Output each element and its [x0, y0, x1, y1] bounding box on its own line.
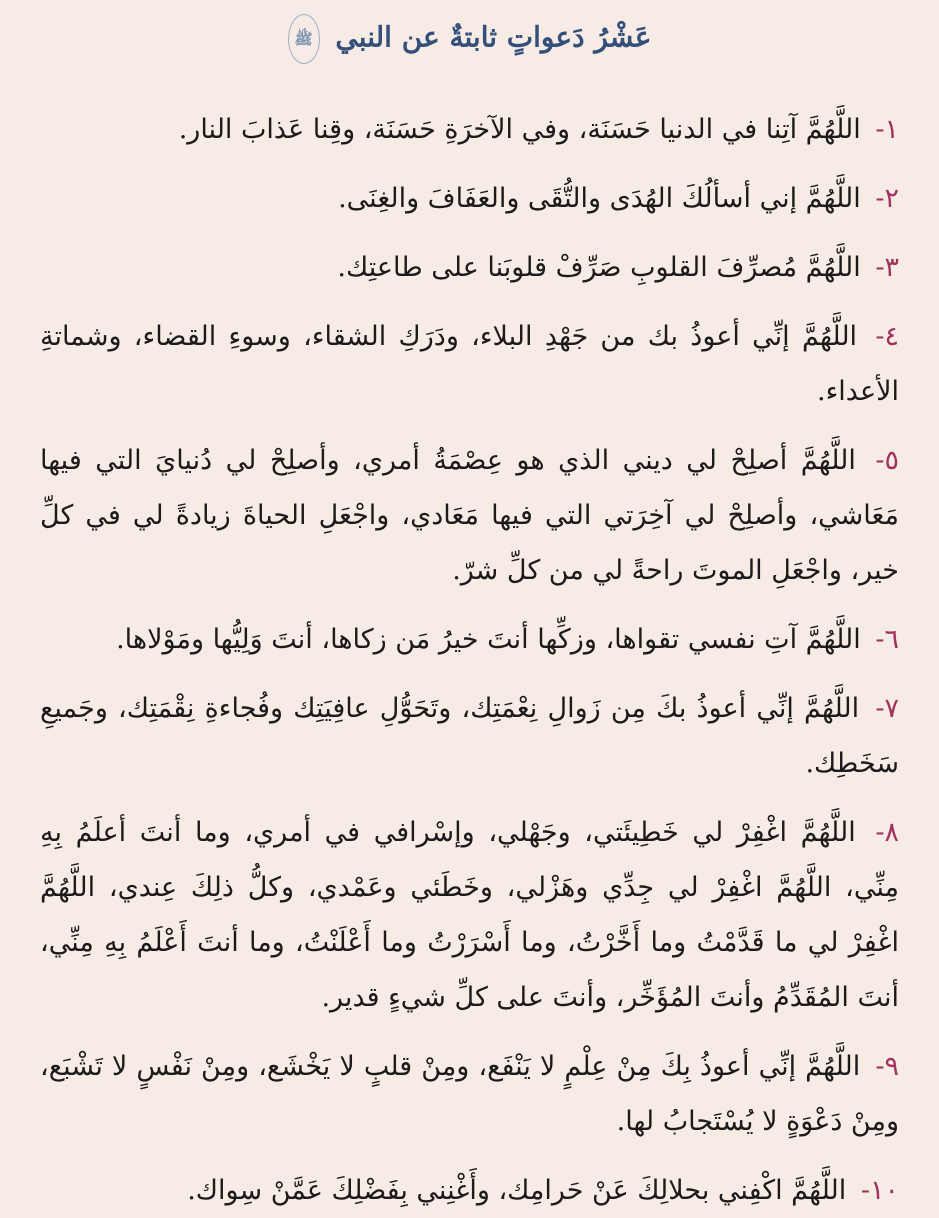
duaa-item [40, 1163, 899, 1218]
duaa-text: اللَّهُمَّ اكْفِني بحلالِكَ عَنْ حَرامِك، وأَغْنِني بِفَضْلِكَ عَمَّنْ سِواك. [187, 1175, 847, 1206]
duaa-item [40, 102, 899, 157]
duaa-number: ٢- [875, 183, 899, 214]
duaa-text: اللَّهُمَّ إنِّي أعوذُ بكَ مِن زَوالِ نِعْمَتِك، وتَحَوُّلِ عافِيَتِك وفُجاءةِ نِقْمَتِك، وجَميعِ سَخَطِك. [40, 693, 899, 779]
page-title [40, 14, 899, 64]
duaa-text: اللَّهُمَّ إني أسألُكَ الهُدَى والتُّقَى والعَفَافَ والغِنَى. [338, 183, 861, 214]
duaa-text: اللَّهُمَّ إنِّي أعوذُ بك من جَهْدِ البلاء، ودَرَكِ الشقاء، وسوءِ القضاء، وشماتةِ الأعداء. [40, 321, 899, 407]
duaa-item [40, 240, 899, 295]
title-text: عَشْرُ دَعواتٍ ثابتةٌ عن النبي [335, 20, 652, 54]
duaa-number: ٧- [875, 693, 899, 724]
duaa-item [40, 433, 899, 598]
duaa-number: ٣- [875, 252, 899, 283]
duaa-item [40, 612, 899, 667]
duaa-number: ٤- [875, 321, 899, 352]
duaa-text: اللَّهُمَّ اغْفِرْ لي خَطِيئَتي، وجَهْلي، وإسْرافي في أمري، وما أنتَ أعلَمُ بِهِ مِنِّي، اللَّهُمَّ اغْفِرْ لي جِدِّي وهَزْلي، وخَطَئي وعَمْدي، وكلُّ ذلِكَ عِندي، اللَّهُمَّ اغْفِرْ لي ما قَدَّمْتُ وما أَخَّرْتُ، وما أَسْرَرْتُ وما أَعْلَنْتُ، وما أنتَ أَعْلَمُ بِهِ مِنِّي، أنتَ المُقَدِّمُ وأنتَ المُؤَخِّر، وأنتَ على كلِّ شيءٍ قدير. [40, 817, 899, 1013]
duaa-number: ٦- [875, 624, 899, 655]
duaa-item [40, 171, 899, 226]
duaa-text: اللَّهُمَّ آتِ نفسي تقواها، وزكِّها أنتَ خيرُ مَن زكاها، أنتَ وَلِيُّها ومَوْلاها. [116, 624, 861, 655]
duaa-text: اللَّهُمَّ مُصرِّفَ القلوبِ صَرِّفْ قلوبَنا على طاعتِك. [337, 252, 861, 283]
duaa-number: ٨- [875, 817, 899, 848]
duaa-number: ١٠- [860, 1175, 899, 1206]
duaa-text: اللَّهُمَّ أصلِحْ لي ديني الذي هو عِصْمَةُ أمري، وأصلِحْ لي دُنيايَ التي فيها مَعَاشي، وأصلِحْ لي آخِرَتي التي فيها مَعَادي، واجْعَلِ الحياةَ زيادةً لي في كلِّ خير، واجْعَلِ الموتَ راحةً لي من كلِّ شرّ. [40, 445, 899, 586]
duaa-item [40, 805, 899, 1025]
duaa-list [40, 102, 899, 1218]
duaa-text: اللَّهُمَّ آتِنا في الدنيا حَسَنَة، وفي الآخرَةِ حَسَنَة، وقِنا عَذابَ النار. [178, 114, 861, 145]
duaa-item [40, 1039, 899, 1149]
duaa-item [40, 681, 899, 791]
duaa-text: اللَّهُمَّ إنِّي أعوذُ بِكَ مِنْ عِلْمٍ لا يَنْفَع، ومِنْ قلبٍ لا يَخْشَع، ومِنْ نَفْسٍ لا تَشْبَع، ومِنْ دَعْوَةٍ لا يُسْتَجابُ لها. [40, 1051, 899, 1137]
honorific-seal: ﷺ [288, 14, 320, 64]
duaa-number: ٩- [875, 1051, 899, 1082]
duaa-number: ١- [875, 114, 899, 145]
duaa-item [40, 309, 899, 419]
duaa-number: ٥- [875, 445, 899, 476]
